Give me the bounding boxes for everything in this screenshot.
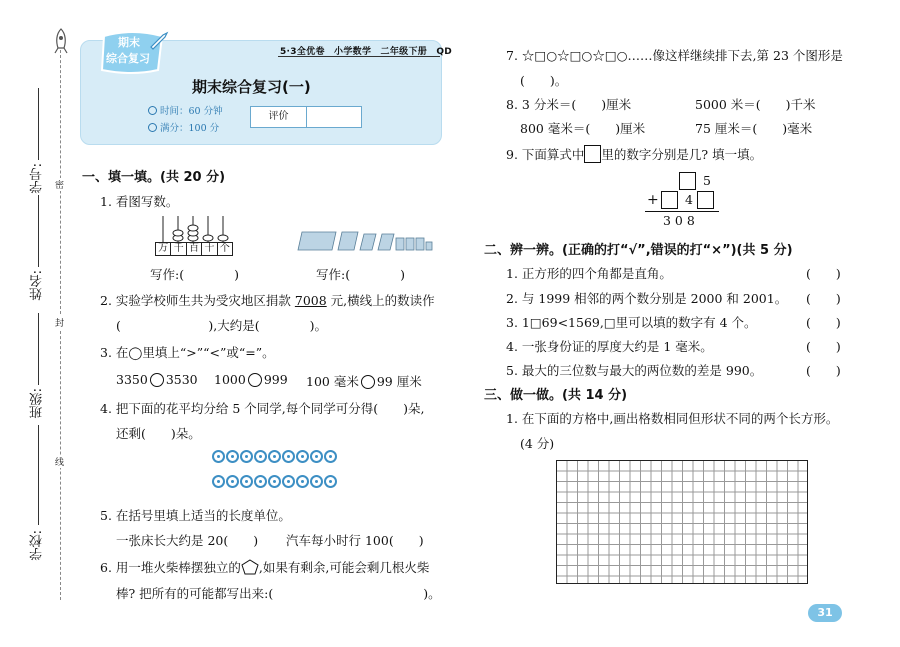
page-number: 31 — [808, 604, 842, 622]
flower-icon — [310, 450, 323, 463]
q7-text: 7. ☆□○☆□○☆□○……像这样继续排下去,第 23 个图形是 — [506, 48, 843, 63]
abacus-label: 千 — [171, 243, 186, 255]
abacus-label: 十 — [202, 243, 217, 255]
flower-icon — [282, 475, 295, 488]
flower-icon — [310, 475, 323, 488]
write-answer-2[interactable]: 写作:( ) — [316, 267, 405, 282]
q8-item-3[interactable]: 800 毫米＝( )厘米 — [520, 121, 646, 136]
q3-compare-2: 1000 999 — [214, 372, 288, 387]
calc-operator: + — [647, 192, 659, 208]
judge-answer-5[interactable]: ( ) — [806, 363, 841, 378]
q7-blank[interactable]: ( )。 — [520, 73, 568, 88]
q2-blanks[interactable]: ( ),大约是( )。 — [116, 318, 327, 333]
judge-item-5: 5. 最大的三位数与最大的两位数的差是 990。 — [506, 363, 763, 378]
flower-icon — [240, 450, 253, 463]
calc-top-digit: 5 — [703, 173, 711, 188]
q3-compare-1: 3350 3530 — [116, 372, 198, 387]
compare-circle[interactable] — [248, 373, 262, 387]
drawing-grid[interactable] — [556, 460, 808, 584]
digit-box[interactable] — [661, 191, 678, 209]
digit-box[interactable] — [697, 191, 714, 209]
judge-item-2: 2. 与 1999 相邻的两个数分别是 2000 和 2001。 — [506, 291, 788, 306]
q8-item-4[interactable]: 75 厘米＝( )毫米 — [695, 121, 813, 136]
check-icon — [148, 123, 157, 132]
class-label: 班级: — [30, 388, 45, 419]
judge-answer-1[interactable]: ( ) — [806, 266, 841, 281]
flower-icon — [212, 450, 225, 463]
q6-text: 6. 用一堆火柴棒摆独立的 ,如果有剩余,可能会剩几根火柴 — [100, 560, 430, 575]
vertical-addition — [645, 170, 725, 230]
judge-item-3: 3. 1□69<1569,□里可以填的数字有 4 个。 — [506, 315, 757, 330]
flower-icon — [212, 475, 225, 488]
flower-icon — [296, 450, 309, 463]
small-rocket-icon — [148, 30, 170, 50]
q5-bed[interactable]: 一张床长大约是 20( ) — [116, 533, 259, 548]
judge-item-4: 4. 一张身份证的厚度大约是 1 毫米。 — [506, 339, 713, 354]
judge-answer-2[interactable]: ( ) — [806, 291, 841, 306]
section3-title: 三、做一做。(共 14 分) — [484, 388, 628, 403]
s3-q1-text: 1. 在下面的方格中,画出格数相同但形状不同的两个长方形。 — [506, 411, 839, 426]
cut-word-feng: 封 — [55, 316, 64, 329]
series-underline — [278, 56, 440, 57]
school-line — [38, 425, 39, 525]
flower-icon — [296, 475, 309, 488]
judge-answer-4[interactable]: ( ) — [806, 339, 841, 354]
compare-circle[interactable] — [150, 373, 164, 387]
name-line — [38, 195, 39, 267]
page-title: 期末综合复习(一) — [192, 78, 311, 96]
evaluation-label: 评价 — [251, 107, 307, 127]
q4-text-2: 还剩( )朵。 — [116, 426, 201, 441]
clock-icon — [148, 106, 157, 115]
evaluation-box — [250, 106, 362, 128]
q8-item-2[interactable]: 5000 米＝( )千米 — [695, 97, 816, 112]
school-label: 学校: — [30, 530, 45, 561]
judge-item-1: 1. 正方形的四个角都是直角。 — [506, 266, 672, 281]
rocket-icon — [52, 28, 70, 54]
cut-word-mi: 密 — [55, 178, 64, 191]
calc-result: 3 0 8 — [663, 213, 695, 228]
digit-box[interactable] — [679, 172, 696, 190]
score-info: 满分：100 分 — [148, 120, 219, 134]
q2-text: 2. 实验学校师生共为受灾地区捐款 7008 元,横线上的数读作 — [100, 293, 435, 308]
abacus-label: 万 — [156, 243, 171, 255]
q6-blank[interactable]: 棒? 把所有的可能都写出来:( )。 — [116, 586, 441, 601]
q5-car[interactable]: 汽车每小时行 100( ) — [286, 533, 424, 548]
flower-icon — [254, 475, 267, 488]
flower-icon — [226, 475, 239, 488]
compare-circle[interactable] — [361, 375, 375, 389]
flower-icon — [268, 475, 281, 488]
q3-text: 3. 在◯里填上“>”“<”或“=”。 — [100, 345, 275, 360]
abacus-label: 百 — [187, 243, 202, 255]
write-answer-1[interactable]: 写作:( ) — [150, 267, 239, 282]
q9-text: 9. 下面算式中 里的数字分别是几? 填一填。 — [506, 147, 763, 162]
flower-icon — [282, 450, 295, 463]
cut-word-xian: 线 — [55, 455, 64, 468]
badge-line2: 综合复习 — [106, 52, 150, 65]
series-info: 5·3全优卷 小学数学 二年级下册 QD — [280, 47, 453, 57]
q1-text: 1. 看图写数。 — [100, 194, 179, 209]
q3-compare-3: 100 毫米 99 厘米 — [306, 374, 422, 389]
evaluation-field[interactable] — [307, 107, 361, 127]
flower-icon — [324, 450, 337, 463]
q8-item-1[interactable]: 8. 3 分米＝( )厘米 — [506, 97, 632, 112]
student-number-line — [38, 88, 39, 160]
flower-icon — [254, 450, 267, 463]
flower-icon — [268, 450, 281, 463]
q5-text: 5. 在括号里填上适当的长度单位。 — [100, 508, 291, 523]
flowers-figure — [212, 450, 352, 492]
calc-mid-digit: 4 — [685, 192, 693, 207]
badge-line1: 期末 — [118, 36, 140, 49]
s3-q1-points: (4 分) — [520, 436, 555, 451]
section2-title: 二、辨一辨。(正确的打“√”,错误的打“×”)(共 5 分) — [484, 243, 793, 258]
abacus-label: 个 — [219, 243, 230, 254]
flower-icon — [226, 450, 239, 463]
counting-blocks-figure — [296, 224, 436, 256]
time-info: 时间：60 分钟 — [148, 103, 223, 117]
abacus-figure — [155, 214, 233, 256]
class-line — [38, 313, 39, 385]
flower-icon — [324, 475, 337, 488]
student-number-label: 学号: — [30, 163, 45, 194]
judge-answer-3[interactable]: ( ) — [806, 315, 841, 330]
pentagon-icon — [241, 559, 259, 575]
name-label: 姓名: — [30, 270, 45, 301]
blank-square-icon — [584, 145, 601, 163]
section1-title: 一、填一填。(共 20 分) — [82, 170, 226, 185]
flower-icon — [240, 475, 253, 488]
calc-line — [645, 211, 719, 212]
q4-text: 4. 把下面的花平均分给 5 个同学,每个同学可分得( )朵, — [100, 401, 425, 416]
